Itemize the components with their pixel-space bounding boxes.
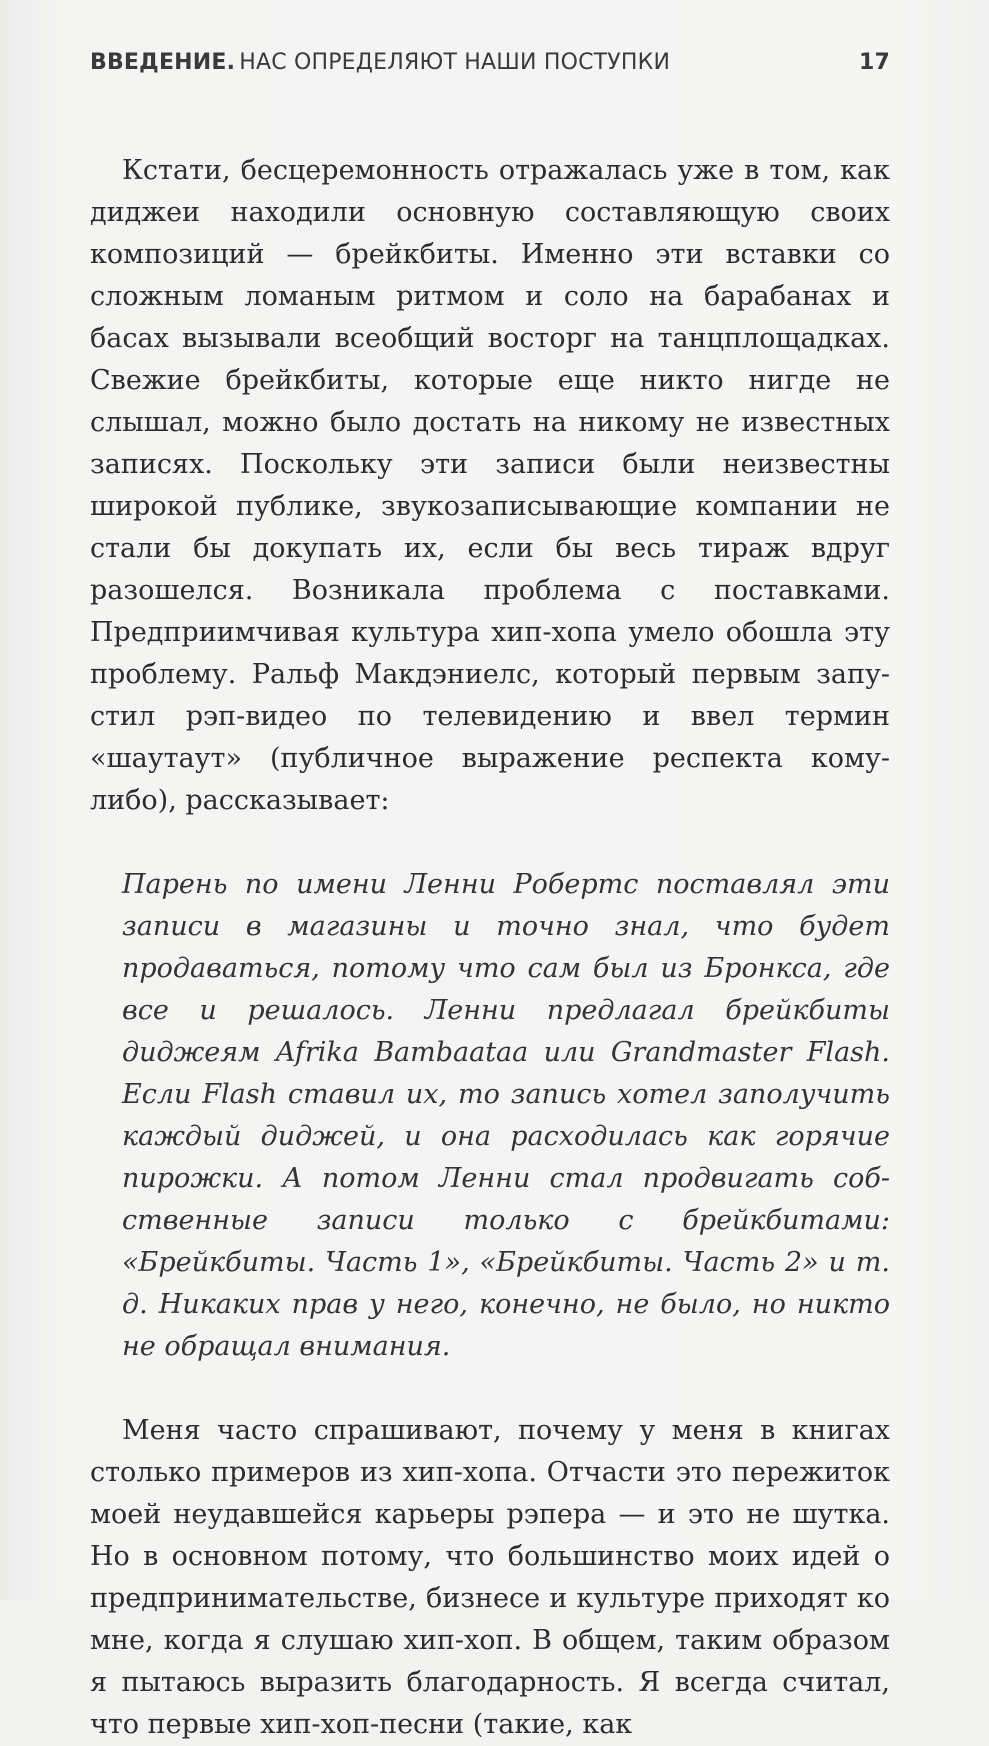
page-body [90, 150, 890, 1746]
running-header [90, 50, 890, 90]
block-quote: Парень по имени Ленни Робертс поставлял эти записи в магазины и точно знал, что будет продаваться, потому что сам был из Бронкса, где все и решалось. Ленни предлагал брейкбиты диджеям Afrika Bambaataa или Grandmaster Flash. Если Flash ставил их, то запись хотел заполучить каждый диджей, и она расходилась как горячие пирожки. А потом Ленни стал продвигать собственные записи только с брейкбитами: «Брейкбиты. Часть 1», «Брейкбиты. Часть 2» и т. д. Никаких прав у него, конечно, не было, но никто не обращал внимания. [122, 869, 890, 1362]
body-paragraph-2: Меня часто спрашивают, почему у меня в книгах столько примеров из хип-хопа. Отчасти это пережиток моей неудавшейся карьеры рэпера — и это не шутка. Но в основном потому, что большинство моих идей о предпринимательстве, бизнесе и культуре приходят ко мне, когда я слушаю хип-хоп. В общем, таким образом я пытаюсь выразить благодарность. Я всегда считал, что первые хип-хоп-песни (такие, как [90, 1415, 890, 1740]
body-paragraph-1: Кстати, бесцеремонность отражалась уже в том, как диджеи находили основную составляющую своих композиций — брейкбиты. Именно эти вставки со сложным ломаным ритмом и соло на барабанах и басах вызывали всеобщий восторг на танцплощадках. Свежие брейкбиты, которые еще никто нигде не слышал, можно было достать на никому не известных записях. Поскольку эти записи были неизвестны широкой публике, звукозаписывающие компании не стали бы докупать их, если бы весь тираж вдруг разошелся. Возникала проблема с поставками. Предприимчивая культура хип-хопа умело обошла эту проблему. Ральф Макдэниелс, который первым запустил рэп-видео по телевидению и ввел термин «шаутаут» (публичное выражение респекта кому-либо), рассказывает: [90, 155, 890, 816]
page-number: 17 [858, 50, 890, 75]
header-section-label: ВВЕДЕНИЕ. [90, 50, 236, 75]
header-chapter-title: НАС ОПРЕДЕЛЯЮТ НАШИ ПОСТУПКИ [239, 50, 671, 75]
